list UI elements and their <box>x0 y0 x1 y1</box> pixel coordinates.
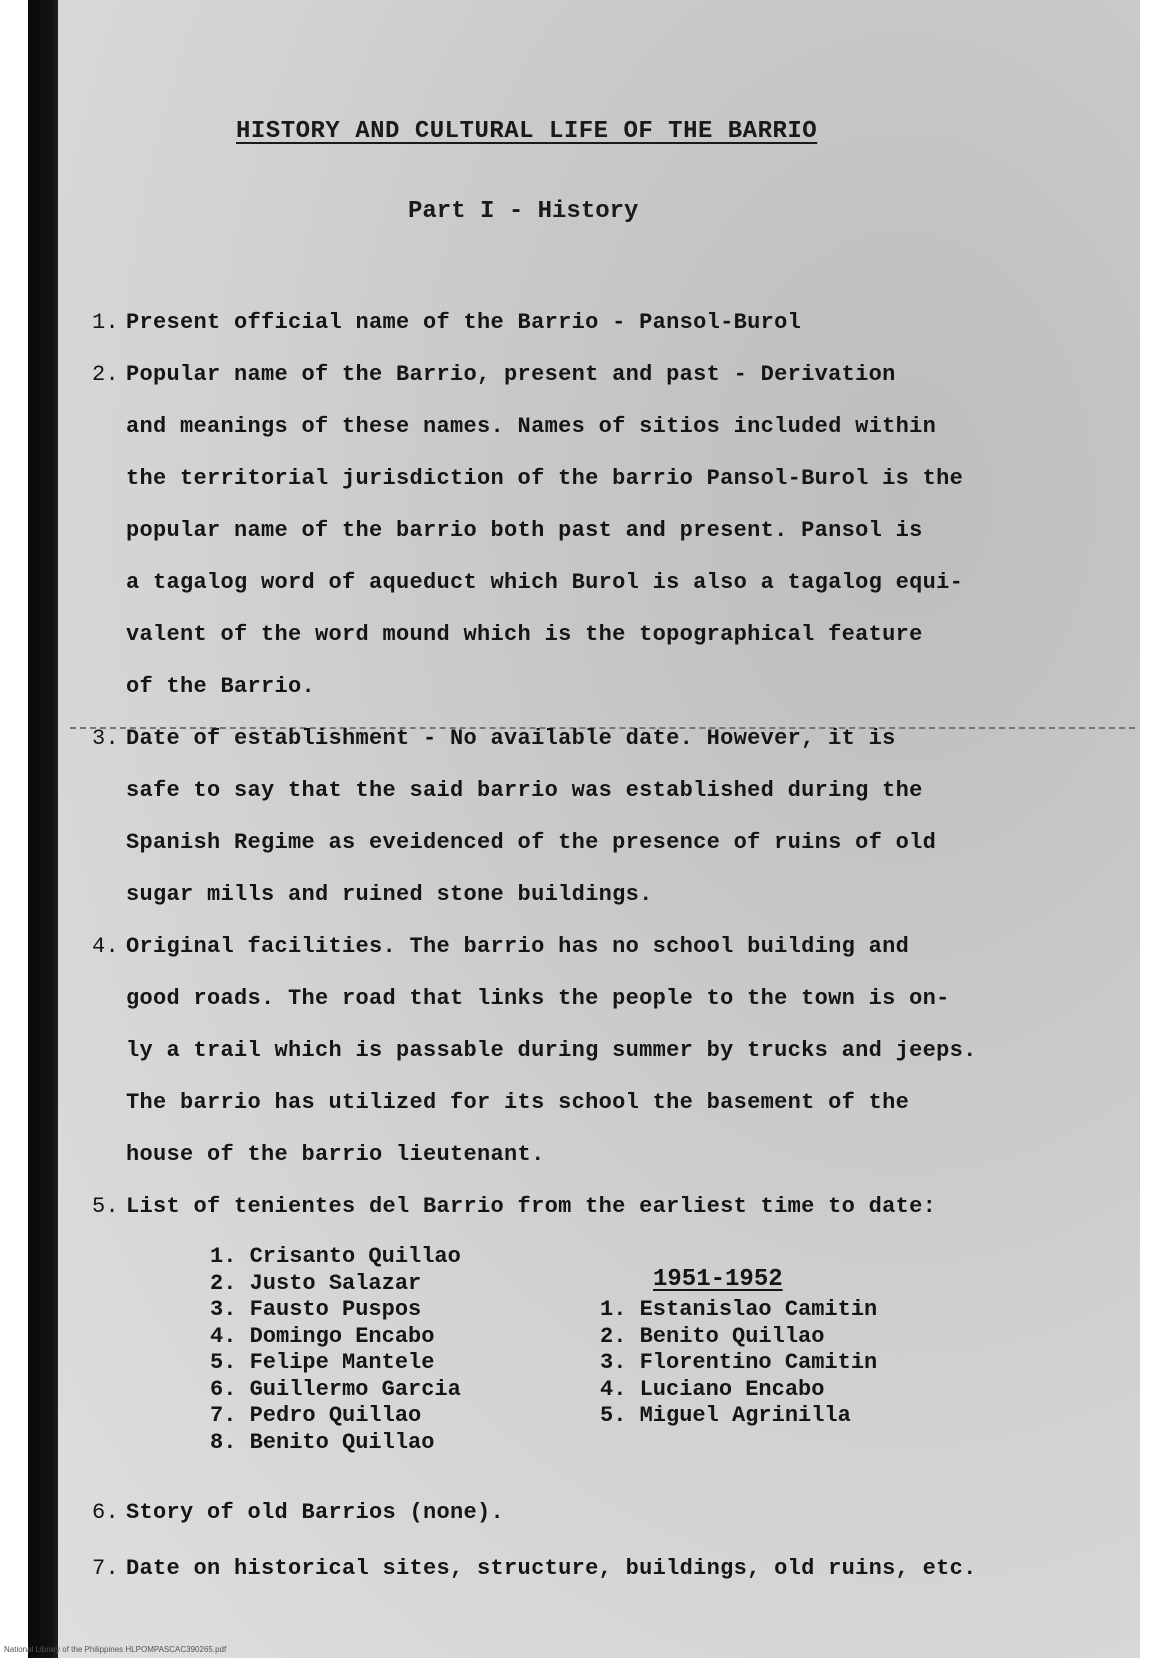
list-item: 5. Felipe Mantele <box>210 1350 435 1375</box>
list-item: 2. Benito Quillao <box>600 1323 825 1349</box>
list-item: 1. Estanislao Camitin <box>600 1297 878 1322</box>
list-item: 1. Crisanto Quillao <box>210 1244 461 1269</box>
list-item: 7. Pedro Quillao <box>210 1403 422 1428</box>
item-line: popular name of the barrio both past and present. Pansol is <box>126 518 923 543</box>
binding-shadow <box>28 0 62 1658</box>
tenientes-list-left <box>210 1244 461 1456</box>
item-line: 4. Original facilities. The barrio has no school building and <box>92 934 910 959</box>
item-line: 7. Date on historical sites, structure, buildings, old ruins, etc. <box>92 1556 977 1581</box>
item-line: the territorial jurisdiction of the barrio Pansol-Burol is the <box>126 466 964 491</box>
list-item: 3. Fausto Puspos <box>210 1297 422 1322</box>
item-line: Spanish Regime as eveidenced of the presence of ruins of old <box>126 830 937 855</box>
item-line: ly a trail which is passable during summer by trucks and jeeps. <box>126 1038 977 1063</box>
item-line: valent of the word mound which is the topographical feature <box>126 622 923 647</box>
item-line: The barrio has utilized for its school the basement of the <box>126 1090 910 1115</box>
part-heading: Part I - History <box>408 198 639 225</box>
item-line: and meanings of these names. Names of sitios included within <box>126 414 937 439</box>
item-line: good roads. The road that links the people to the town is on- <box>126 986 950 1011</box>
list-item: 6. Guillermo Garcia <box>210 1376 461 1402</box>
list-item: 3. Florentino Camitin <box>600 1350 878 1375</box>
footer-source: National Library of the Philippines HLPOMPASCAC390265.pdf <box>4 1645 227 1654</box>
tenientes-list-right <box>600 1297 877 1430</box>
page-margin-right <box>1140 0 1165 1658</box>
item-line: sugar mills and ruined stone buildings. <box>126 882 653 907</box>
list-item: 4. Domingo Encabo <box>210 1323 435 1349</box>
list-item: 5. Miguel Agrinilla <box>600 1403 851 1428</box>
item-line: house of the barrio lieutenant. <box>126 1142 545 1167</box>
item-line: safe to say that the said barrio was established during the <box>126 778 923 803</box>
item-line: a tagalog word of aqueduct which Burol is also a tagalog equi- <box>126 570 964 595</box>
list-item: 8. Benito Quillao <box>210 1429 435 1455</box>
document-title: HISTORY AND CULTURAL LIFE OF THE BARRIO <box>236 118 818 145</box>
item-line: of the Barrio. <box>126 674 316 699</box>
item-line: 1. Present official name of the Barrio - Pansol-Burol <box>92 310 802 335</box>
item-line: 5. List of tenientes del Barrio from the earliest time to date: <box>92 1194 937 1219</box>
item-line: 6. Story of old Barrios (none). <box>92 1500 505 1525</box>
item-line: 2. Popular name of the Barrio, present and past - Derivation <box>92 362 896 387</box>
item-line: 3. Date of establishment - No available date. However, it is <box>92 726 896 751</box>
tenientes-period-heading: 1951-1952 <box>653 1266 783 1293</box>
list-item: 4. Luciano Encabo <box>600 1376 825 1402</box>
list-item: 2. Justo Salazar <box>210 1270 422 1296</box>
